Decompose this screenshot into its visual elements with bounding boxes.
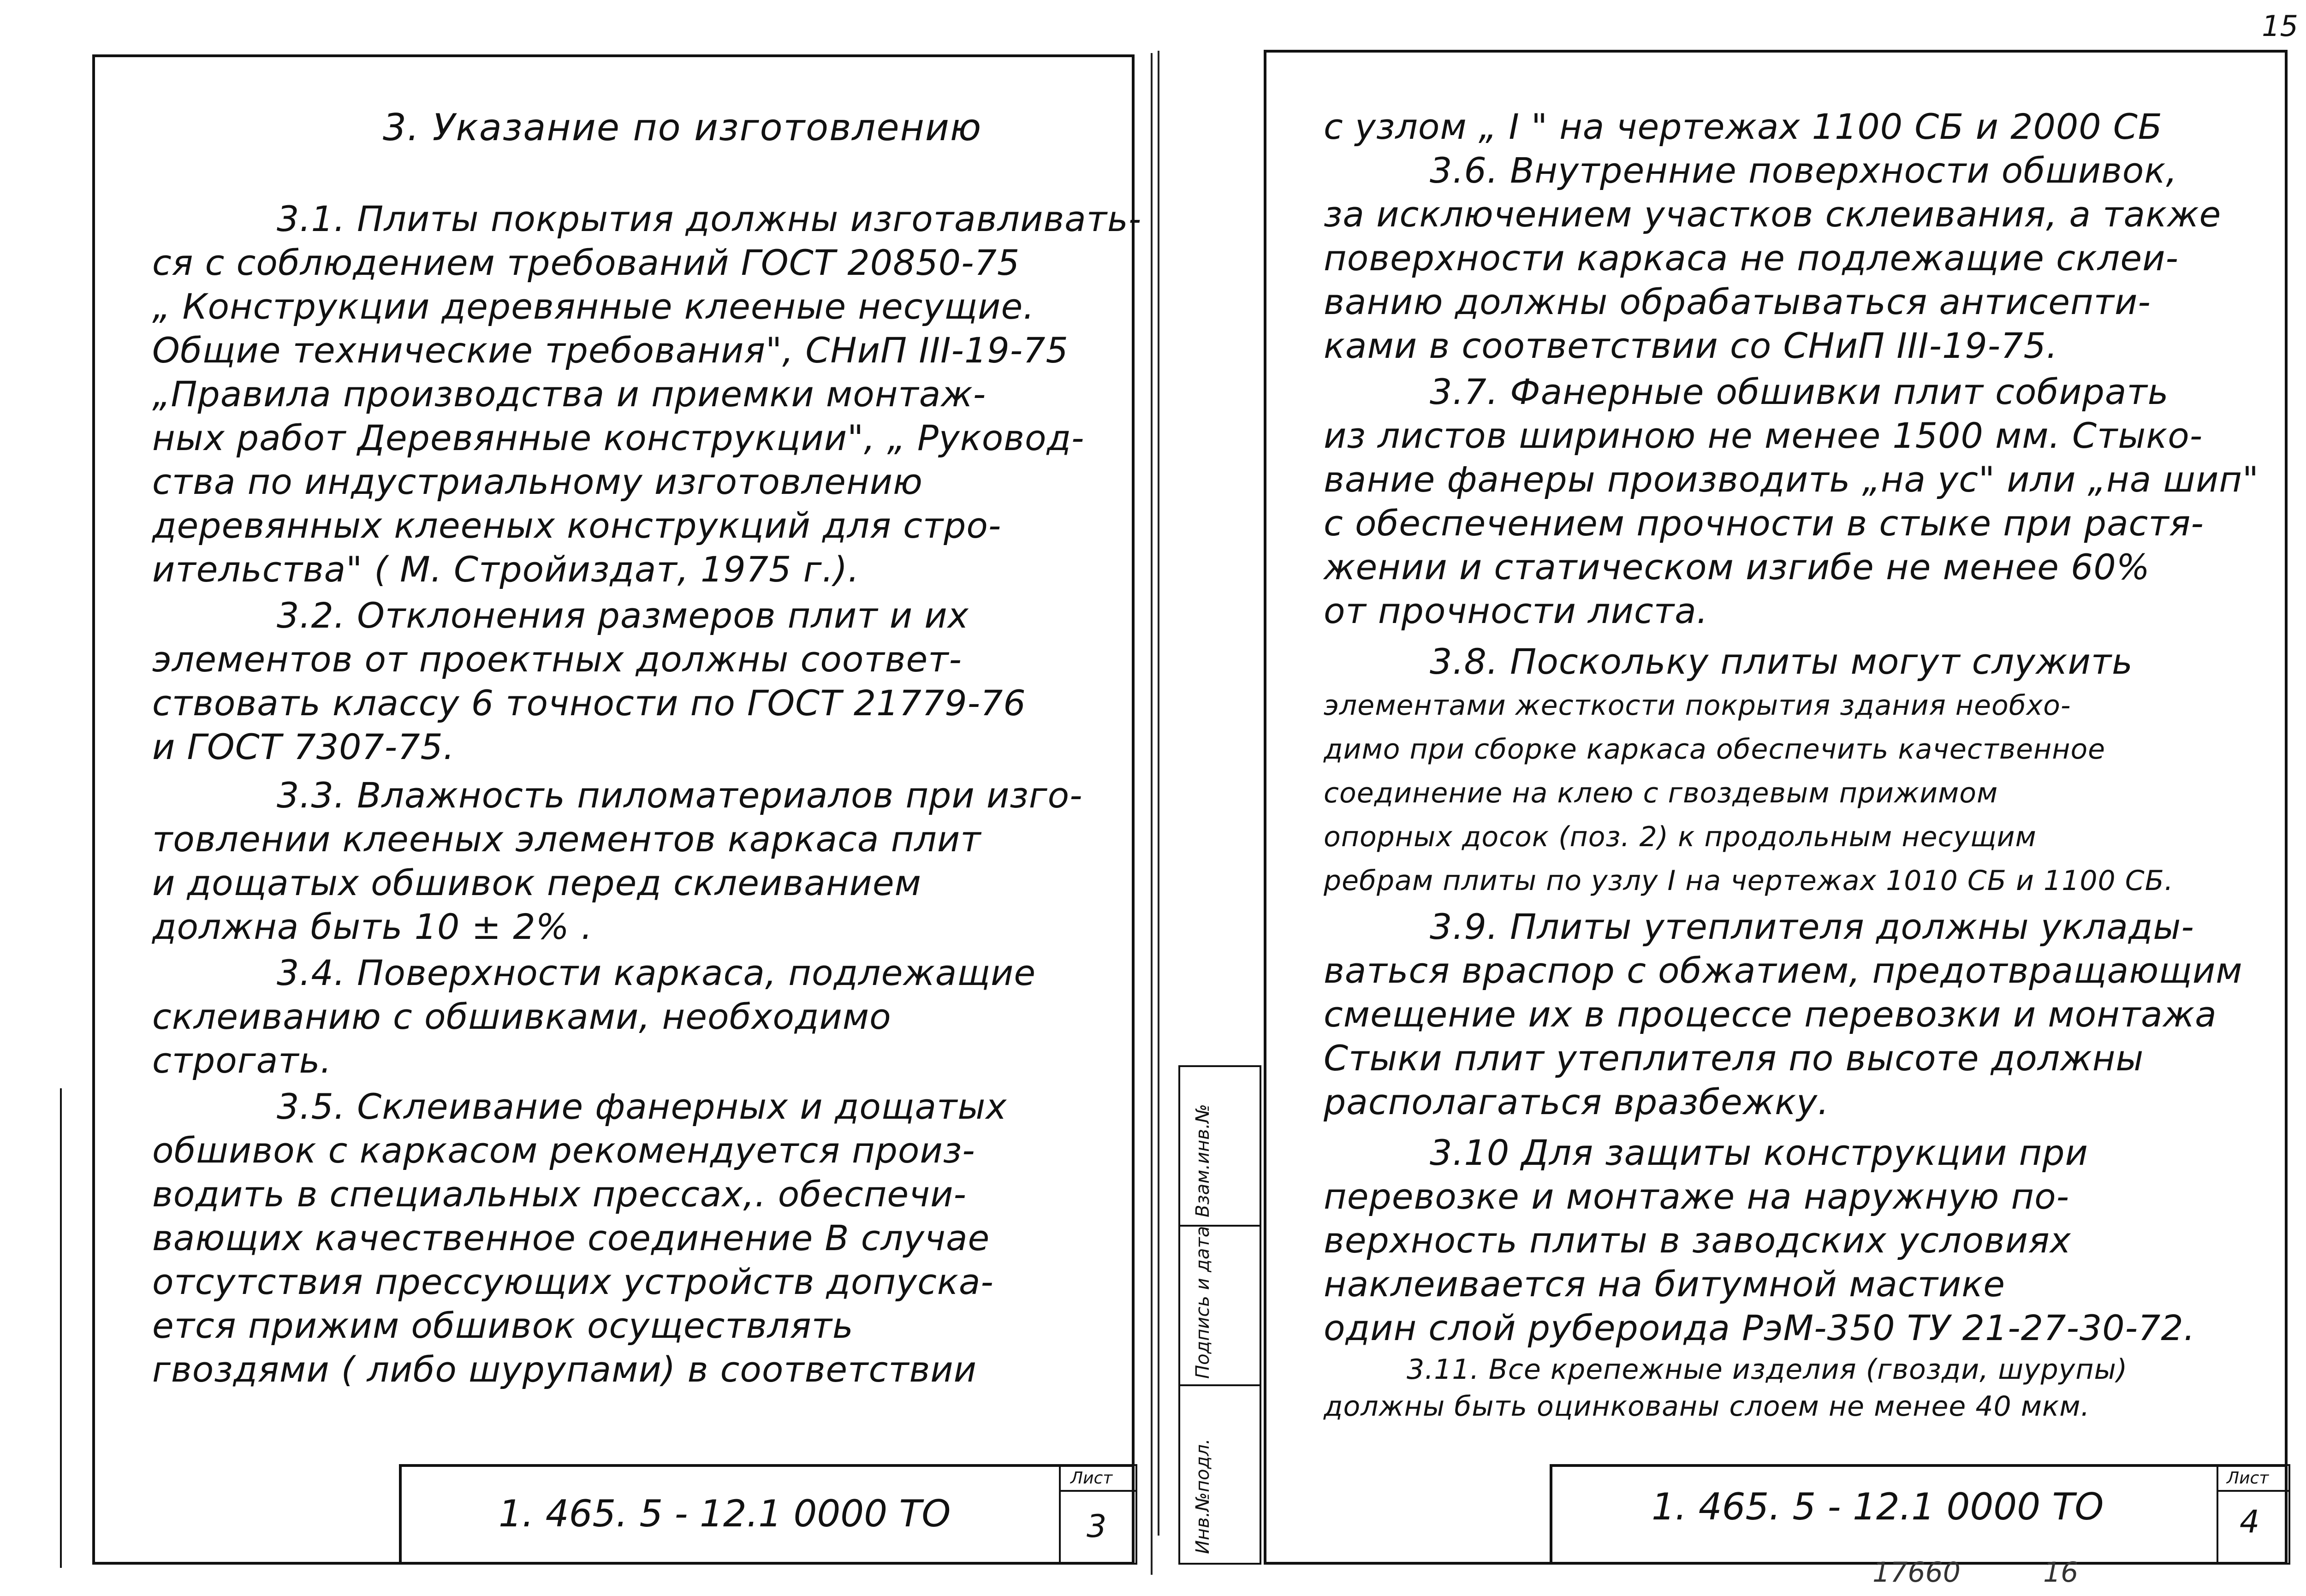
text-line: 3.9. Плиты утеплителя должны уклады- <box>1430 906 2194 947</box>
text-line: должна быть 10 ± 2% . <box>152 906 593 947</box>
text-line: 3.7. Фанерные обшивки плит собирать <box>1430 371 2169 412</box>
text-line: 3.2. Отклонения размеров плит и их <box>277 595 969 636</box>
text-line: димо при сборке каркаса обеспечить качественное <box>1324 733 2106 765</box>
text-line: склеиванию с обшивками, необходимо <box>152 996 891 1037</box>
text-line: 3.8. Поскольку плиты могут служить <box>1430 641 2133 682</box>
text-line: должны быть оцинкованы слоем не менее 40 мкм. <box>1324 1390 2090 1423</box>
text-line: ками в соответствии со СНиП III-19-75. <box>1324 325 2058 366</box>
text-line: и ГОСТ 7307-75. <box>152 726 455 767</box>
text-line: ваться враспор с обжатием, предотвращающим <box>1324 950 2243 991</box>
right-title-block <box>1550 1464 2288 1565</box>
text-line: смещение их в процессе перевозки и монтажа <box>1324 994 2217 1035</box>
stamp-cell-substitute <box>1178 1065 1261 1227</box>
spread-divider <box>1151 53 1153 1575</box>
text-line: и дощатых обшивок перед склеиванием <box>152 862 921 903</box>
text-line: один слой рубероида РэМ-350 ТУ 21-27-30-72. <box>1324 1307 2195 1348</box>
sheet-cell-divider <box>1059 1490 1137 1492</box>
text-line: гвоздями ( либо шурупами) в соответствии <box>152 1349 977 1390</box>
text-line: 3.5. Склеивание фанерных и дощатых <box>277 1086 1007 1127</box>
sheet-label: Лист <box>1070 1469 1113 1488</box>
bottom-page-number: 16 <box>2043 1556 2079 1589</box>
spread-divider <box>1158 51 1159 1536</box>
text-line: 3.6. Внутренние поверхности обшивок, <box>1430 150 2178 191</box>
text-line: 3.1. Плиты покрытия должны изготавливать- <box>277 198 1142 239</box>
inventory-number: 17660 <box>1872 1556 1961 1589</box>
text-line: 3.3. Влажность пиломатериалов при изго- <box>277 775 1083 816</box>
text-line: жении и статическом изгибе не менее 60% <box>1324 546 2150 587</box>
left-title-block <box>399 1464 1135 1565</box>
sheet-cell-divider <box>2217 1490 2290 1492</box>
text-line: „ Конструкции деревянные клееные несущие. <box>152 286 1035 327</box>
text-line: товлении клееных элементов каркаса плит <box>152 819 981 860</box>
text-line: наклеивается на битумной мастике <box>1324 1264 2005 1305</box>
stamp-label: Взам.инв.№ <box>1192 1104 1213 1217</box>
text-line: 3.11. Все крепежные изделия (гвозди, шурупы) <box>1407 1353 2128 1386</box>
stamp-label: Подпись и дата <box>1192 1226 1213 1379</box>
text-line: ется прижим обшивок осуществлять <box>152 1305 854 1346</box>
text-line: строгать. <box>152 1040 332 1081</box>
text-line: ных работ Деревянные конструкции", „ Руковод- <box>152 417 1085 458</box>
text-line: за исключением участков склеивания, а также <box>1324 194 2222 235</box>
text-line: с обеспечением прочности в стыке при растя- <box>1324 503 2204 544</box>
text-line: перевозке и монтаже на наружную по- <box>1324 1176 2070 1217</box>
sheet-label: Лист <box>2227 1469 2269 1488</box>
text-line: деревянных клееных конструкций для стро- <box>152 505 1002 546</box>
text-line: ся с соблюдением требований ГОСТ 20850-75 <box>152 242 1020 283</box>
text-line: верхность плиты в заводских условиях <box>1324 1220 2071 1261</box>
stamp-cell-inventory <box>1178 1384 1261 1565</box>
sheet-number: 4 <box>2240 1504 2260 1540</box>
text-line: ванию должны обрабатываться антисепти- <box>1324 281 2151 322</box>
text-line: с узлом „ I " на чертежах 1100 СБ и 2000 СБ <box>1324 106 2163 147</box>
text-line: элементами жесткости покрытия здания необхо- <box>1324 689 2071 722</box>
section-heading: 3. Указание по изготовлению <box>383 106 982 149</box>
sheet-number: 3 <box>1087 1508 1107 1545</box>
text-line: 3.4. Поверхности каркаса, подлежащие <box>277 952 1036 993</box>
document-code: 1. 465. 5 - 12.1 0000 ТО <box>499 1492 951 1535</box>
text-line: ствовать классу 6 точности по ГОСТ 21779-76 <box>152 682 1026 724</box>
text-line: вание фанеры производить „на ус" или „на шип" <box>1324 459 2259 500</box>
text-line: ства по индустриальному изготовлению <box>152 461 923 502</box>
text-line: вающих качественное соединение В случае <box>152 1217 990 1258</box>
document-code: 1. 465. 5 - 12.1 0000 ТО <box>1652 1485 2104 1528</box>
text-line: отсутствия прессующих устройств допуска- <box>152 1261 994 1302</box>
text-line: ительства" ( М. Стройиздат, 1975 г.). <box>152 549 860 590</box>
text-line: „Правила производства и приемки монтаж- <box>152 374 987 415</box>
text-line: от прочности листа. <box>1324 590 1708 631</box>
stamp-label: Инв.№подл. <box>1192 1438 1213 1554</box>
text-line: поверхности каркаса не подлежащие склеи- <box>1324 237 2179 279</box>
page-number-top: 15 <box>2262 9 2298 43</box>
stamp-cell-signature <box>1178 1225 1261 1386</box>
text-line: соединение на клею с гвоздевым прижимом <box>1324 777 1998 809</box>
text-line: Стыки плит утеплителя по высоте должны <box>1324 1038 2144 1079</box>
text-line: ребрам плиты по узлу I на чертежах 1010 СБ и 1100 СБ. <box>1324 865 2174 897</box>
text-line: обшивок с каркасом рекомендуется произ- <box>152 1130 975 1171</box>
text-line: водить в специальных прессах,. обеспечи- <box>152 1174 967 1215</box>
text-line: 3.10 Для защиты конструкции при <box>1430 1132 2088 1173</box>
text-line: из листов шириною не менее 1500 мм. Стыко- <box>1324 415 2203 456</box>
text-line: опорных досок (поз. 2) к продольным несущим <box>1324 821 2037 853</box>
text-line: элементов от проектных должны соответ- <box>152 639 962 680</box>
text-line: Общие технические требования", СНиП III-19-75 <box>152 330 1069 371</box>
left-stamp-strip <box>28 1088 62 1568</box>
text-line: располагаться вразбежку. <box>1324 1081 1830 1122</box>
